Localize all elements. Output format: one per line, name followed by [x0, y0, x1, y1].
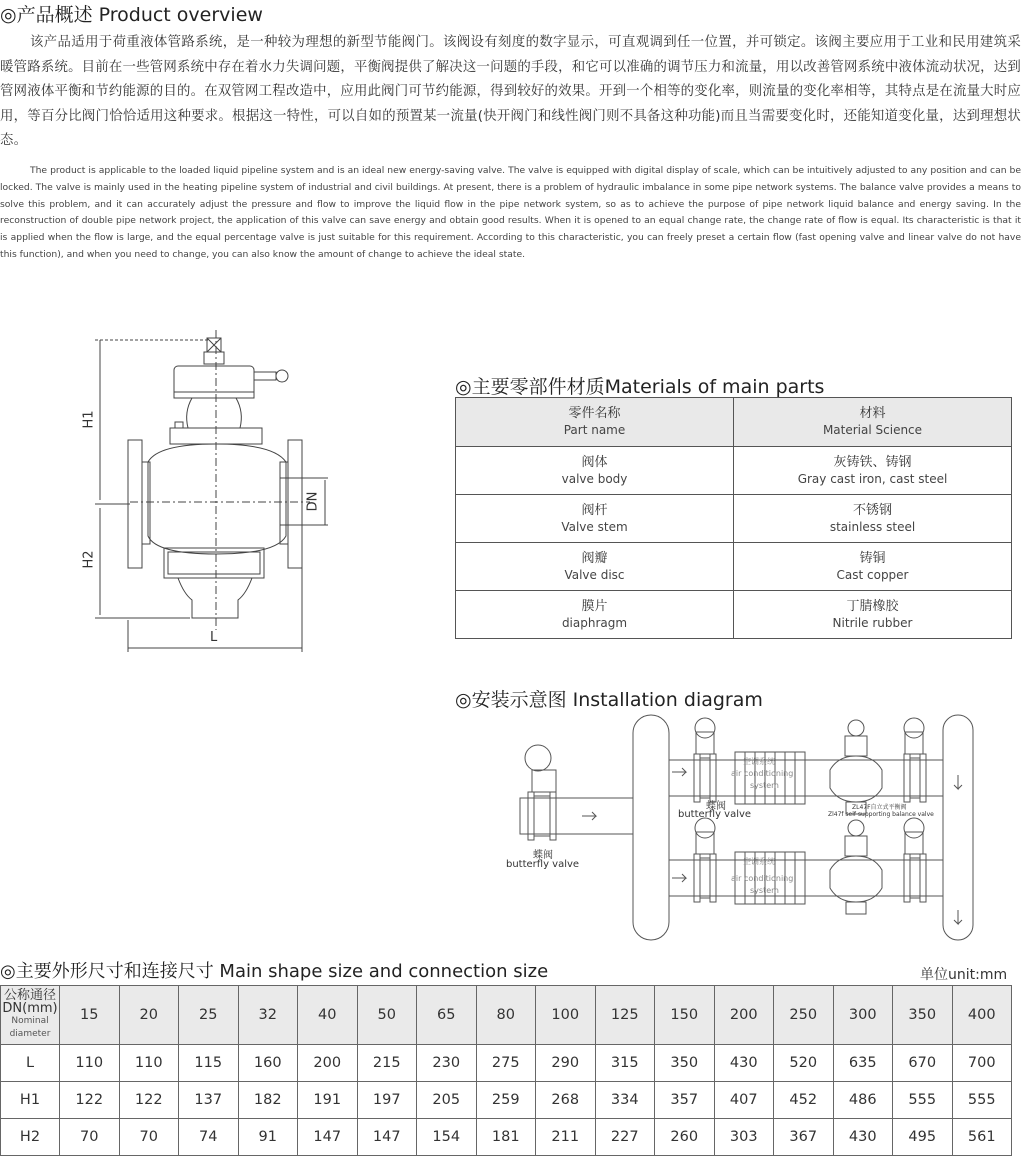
part-cn: 膜片 — [581, 598, 608, 614]
table-row — [456, 495, 1012, 543]
part-cn: 阀杆 — [581, 502, 608, 518]
header-part-en: Part name — [563, 423, 626, 437]
size-value: 122 — [60, 1082, 120, 1119]
materials-table — [455, 397, 1012, 639]
size-value: 350 — [655, 1045, 715, 1082]
dn-value: 20 — [119, 986, 179, 1045]
materials-title: ◎主要零部件材质Materials of main parts — [455, 376, 825, 398]
mat-en: Gray cast iron, cast steel — [797, 471, 948, 486]
size-value: 91 — [238, 1119, 298, 1156]
size-value: 430 — [833, 1119, 893, 1156]
size-value: 147 — [357, 1119, 417, 1156]
dn-value: 50 — [357, 986, 417, 1045]
dn-header-en2: diameter — [9, 1029, 51, 1039]
mat-en: Cast copper — [836, 567, 909, 582]
header-mat-cn: 材料 — [859, 406, 886, 421]
table-row — [1, 1045, 1012, 1082]
overview-title: ◎产品概述 Product overview — [0, 4, 263, 26]
dn-header-cn: 公称通径 — [3, 988, 56, 1003]
size-value: 191 — [298, 1082, 358, 1119]
row-label: H2 — [1, 1119, 60, 1156]
dim-dn: DN — [305, 491, 321, 512]
installation-title: ◎安装示意图 Installation diagram — [455, 689, 763, 711]
dn-value: 400 — [952, 986, 1012, 1045]
size-value: 700 — [952, 1045, 1012, 1082]
butterfly-label-cn: 蝶阀 — [533, 850, 553, 861]
size-value: 486 — [833, 1082, 893, 1119]
butterfly-top-cn: 蝶阀 — [706, 801, 726, 812]
table-row — [456, 398, 1012, 447]
size-value: 495 — [893, 1119, 953, 1156]
size-value: 290 — [536, 1045, 596, 1082]
size-value: 181 — [476, 1119, 536, 1156]
zl-valve-en: Zl47f self supporting balance valve — [828, 811, 934, 818]
dn-value: 80 — [476, 986, 536, 1045]
ac-bottom-cn: 空调系统 — [743, 857, 775, 866]
dn-header — [1, 986, 60, 1045]
size-value: 315 — [595, 1045, 655, 1082]
row-label: L — [1, 1045, 60, 1082]
dim-h2: H2 — [81, 550, 97, 569]
header-mat-en: Material Science — [822, 423, 923, 437]
dn-value: 100 — [536, 986, 596, 1045]
dn-value: 250 — [774, 986, 834, 1045]
size-value: 215 — [357, 1045, 417, 1082]
size-value: 122 — [119, 1082, 179, 1119]
overview-text-en: The product is applicable to the loaded liquid pipeline system and is an ideal new energy-saving valve. The valve is equipped with digital display of scale, which can be intuitively adjusted to any position and can be locked. The valve is mainly used in the heating pipeline system of industrial and civil buildings. At present, there is a problem of hydraulic imbalance in some pipe network systems. The balance valve provides a means to solve this problem, and it can accurately adjust the pressure and flow to improve the liquid flow in the pipe network system, so as to achieve the purpose of pipe network liquid balance and energy saving. In the reconstruction of double pipe network project, the application of this valve can save energy and obtain good results. When it is opened to an equal change rate, the change rate of flow is equal. Its characteristic is that it is applied when the flow is large, and the equal percentage valve is just suitable for this requirement. According to this characteristic, you can freely preset a certain flow (fast opening valve and linear valve do not have this function), and when you need to change, you can also know the amount of change to achieve the ideal state. — [0, 165, 1021, 260]
dn-value: 125 — [595, 986, 655, 1045]
ac-top-en2: system — [750, 781, 779, 790]
zl-valve-cn: ZL47F自立式平衡阀 — [852, 804, 907, 811]
size-value: 74 — [179, 1119, 239, 1156]
size-value: 367 — [774, 1119, 834, 1156]
dn-value: 65 — [417, 986, 477, 1045]
overview-text-cn: 该产品适用于荷重液体管路系统，是一种较为理想的新型节能阀门。该阀设有刻度的数字显示，可直观调到任一位置，并可锁定。该阀主要应用于工业和民用建筑采暖管路系统。目前在一些管网系统中存在着水力失调问题，平衡阀提供了解决这一问题的手段，和它可以准确的调节压力和流量，用以改善管网系统中液体流动状况，达到管网液体平衡和节约能源的目的。在双管网工程改造中，应用此阀门可节约能源，得到较好的效果。开到一个相等的变化率，则流量的变化率相等，其特点是在流量大时应用，等百分比阀门恰恰适用这种要求。根据这一特性，可以自如的预置某一流量(快开阀门和线性阀门则不具备这种功能)而且当需要变化时，还能知道变化量，达到理想状态。 — [0, 35, 1021, 148]
row-label: H1 — [1, 1082, 60, 1119]
mat-en: Nitrile rubber — [832, 615, 913, 630]
size-value: 137 — [179, 1082, 239, 1119]
size-value: 334 — [595, 1082, 655, 1119]
mat-cn: 灰铸铁、铸钢 — [833, 454, 912, 470]
size-value: 520 — [774, 1045, 834, 1082]
part-en: diaphragm — [561, 615, 628, 630]
size-value: 227 — [595, 1119, 655, 1156]
dn-value: 200 — [714, 986, 774, 1045]
size-value: 555 — [893, 1082, 953, 1119]
size-value: 70 — [119, 1119, 179, 1156]
size-value: 110 — [60, 1045, 120, 1082]
ac-bottom-en2: system — [750, 886, 779, 895]
size-value: 670 — [893, 1045, 953, 1082]
table-row — [1, 1119, 1012, 1156]
size-value: 303 — [714, 1119, 774, 1156]
dn-value: 300 — [833, 986, 893, 1045]
ac-top-en: air conditioning — [731, 769, 794, 778]
size-value: 357 — [655, 1082, 715, 1119]
unit-label: 单位unit:mm — [920, 967, 1008, 983]
table-row — [1, 986, 1012, 1045]
dn-header-dn: DN(mm) — [2, 1001, 58, 1016]
table-row — [456, 447, 1012, 495]
size-value: 160 — [238, 1045, 298, 1082]
size-value: 197 — [357, 1082, 417, 1119]
header-part-cn: 零件名称 — [568, 406, 621, 421]
mat-cn: 丁腈橡胶 — [846, 598, 899, 614]
size-value: 200 — [298, 1045, 358, 1082]
butterfly-label-en: butterfly valve — [506, 859, 580, 870]
table-row — [1, 1082, 1012, 1119]
size-value: 555 — [952, 1082, 1012, 1119]
mat-en: stainless steel — [829, 519, 916, 534]
mat-cn: 不锈钢 — [852, 502, 892, 518]
part-cn: 阀瓣 — [581, 550, 608, 566]
part-cn: 阀体 — [581, 454, 608, 470]
size-value: 230 — [417, 1045, 477, 1082]
dn-value: 40 — [298, 986, 358, 1045]
sizes-title: ◎主要外形尺寸和连接尺寸 Main shape size and connection size — [0, 961, 549, 982]
size-value: 259 — [476, 1082, 536, 1119]
part-en: Valve disc — [564, 567, 625, 582]
size-value: 147 — [298, 1119, 358, 1156]
size-value: 268 — [536, 1082, 596, 1119]
dn-value: 15 — [60, 986, 120, 1045]
size-value: 110 — [119, 1045, 179, 1082]
ac-top-cn: 空调系统 — [743, 757, 775, 766]
ac-bottom-en: air conditioning — [731, 874, 794, 883]
dim-h1: H1 — [81, 410, 97, 429]
size-value: 275 — [476, 1045, 536, 1082]
butterfly-top-en: butterfly valve — [678, 809, 752, 820]
size-value: 407 — [714, 1082, 774, 1119]
size-value: 452 — [774, 1082, 834, 1119]
mat-cn: 铸铜 — [859, 550, 886, 566]
sizes-table — [0, 985, 1012, 1156]
size-value: 561 — [952, 1119, 1012, 1156]
size-value: 182 — [238, 1082, 298, 1119]
part-en: valve body — [561, 471, 628, 486]
dn-value: 350 — [893, 986, 953, 1045]
table-row — [456, 591, 1012, 639]
dn-value: 25 — [179, 986, 239, 1045]
part-en: Valve stem — [561, 519, 628, 534]
table-row — [456, 543, 1012, 591]
size-value: 205 — [417, 1082, 477, 1119]
size-value: 70 — [60, 1119, 120, 1156]
size-value: 154 — [417, 1119, 477, 1156]
installation-diagram — [500, 710, 980, 950]
size-value: 211 — [536, 1119, 596, 1156]
size-value: 635 — [833, 1045, 893, 1082]
dn-header-en1: Nominal — [11, 1016, 49, 1026]
size-value: 115 — [179, 1045, 239, 1082]
size-value: 430 — [714, 1045, 774, 1082]
dn-value: 150 — [655, 986, 715, 1045]
dim-l: L — [210, 630, 218, 645]
size-value: 260 — [655, 1119, 715, 1156]
dn-value: 32 — [238, 986, 298, 1045]
